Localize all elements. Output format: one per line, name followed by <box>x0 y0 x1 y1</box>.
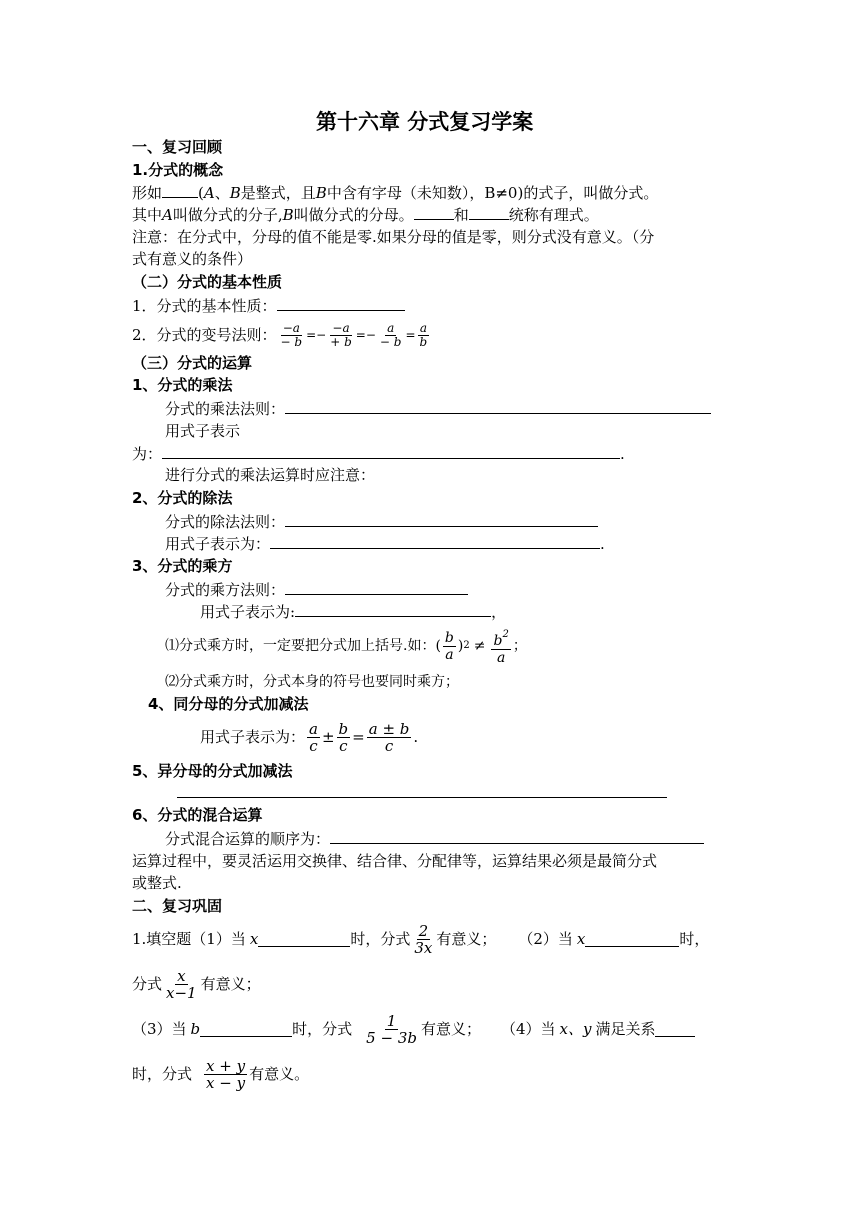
question-line-2: 分式 x x−1 有意义； <box>132 966 261 1002</box>
heading-mixed-operations: 6、分式的混合运算 <box>132 806 263 824</box>
heading-power: 3、分式的乘方 <box>132 557 233 575</box>
question-line-3: （3）当 b 时，分式 1 5 − 3b 有意义； （4）当 x、y 满足关系 <box>132 1007 695 1051</box>
multiplication-note: 进行分式的乘法运算时应注意： <box>165 466 376 484</box>
mixed-order-line: 分式混合运算的顺序为： <box>165 828 704 849</box>
note-line-1: 注意：在分式中，分母的值不能是零.如果分母的值是零，则分式没有意义。（分 <box>132 228 655 246</box>
same-fraction-b: $\frac{b}{c}$ <box>338 719 349 755</box>
blank-division-expr[interactable] <box>270 533 600 549</box>
blank-fraction-form[interactable] <box>162 182 198 198</box>
blank-division-rule[interactable] <box>285 511 598 527</box>
section-heading-consolidation: 二、复习巩固 <box>132 897 223 915</box>
heading-operations: （三）分式的运算 <box>132 354 253 372</box>
heading-fraction-concept: 1.分式的概念 <box>132 161 224 179</box>
blank-q1[interactable] <box>258 931 350 947</box>
mixed-text-2: 或整式. <box>132 874 182 892</box>
blank-q2[interactable] <box>585 931 679 947</box>
power-example-fraction-2: $b^2$ a <box>493 628 509 666</box>
question-line-1: 1.填空题（1）当 x 时，分式 2 3x 有意义； （2）当 x 时， <box>132 921 710 957</box>
note-line-2: 式有意义的条件） <box>132 250 253 268</box>
blank-multiplication-expr[interactable] <box>162 443 620 459</box>
blank-rational-1[interactable] <box>414 204 454 220</box>
q2-fraction: x x−1 <box>166 966 197 1002</box>
mixed-text-1: 运算过程中，要灵活运用交换律、结合律、分配律等，运算结果必须是最简分式 <box>132 852 658 870</box>
power-note-2: ⑵分式乘方时，分式本身的符号也要同时乘方； <box>165 674 459 690</box>
power-note-1: ⑴分式乘方时，一定要把分式加上括号.如： ( b a ) 2 ≠ $b^2$ a ； <box>165 628 527 666</box>
blank-power-rule[interactable] <box>285 579 468 595</box>
sign-fraction-4: $\frac{a}{b}$ <box>419 320 428 349</box>
same-denominator-expr: 用式子表示为： a c ± $\frac{b}{c}$ = $\frac{a \pm b}{c}$ . <box>200 719 419 755</box>
blank-mixed-order[interactable] <box>330 828 704 844</box>
same-fraction-result: $\frac{a \pm b}{c}$ <box>368 719 410 755</box>
q3-fraction: 1 5 − 3b <box>366 1011 417 1047</box>
definition-line-1: 形如 (A、B是整式，且B中含有字母（未知数），B≠0)的式子，叫做分式。 <box>132 184 659 202</box>
different-denominator-blank-line <box>177 782 667 803</box>
sign-fraction-2: $\frac{-a}{+ b}$ <box>330 320 352 349</box>
heading-same-denominator: 4、同分母的分式加减法 <box>148 695 309 713</box>
page-title: 第十六章 分式复习学案 <box>316 110 534 134</box>
blank-q4[interactable] <box>655 1021 695 1037</box>
heading-basic-property: （二）分式的基本性质 <box>132 273 283 291</box>
heading-different-denominator: 5、异分母的分式加减法 <box>132 762 293 780</box>
power-rule-line: 分式的乘方法则： <box>165 579 468 600</box>
blank-basic-property[interactable] <box>277 295 405 311</box>
property-line: 1．分式的基本性质： <box>132 295 405 316</box>
power-example-fraction: b a <box>444 629 454 663</box>
division-expr-line: 用式子表示为： . <box>165 535 605 553</box>
blank-rational-2[interactable] <box>469 204 509 220</box>
blank-different-denominator[interactable] <box>177 782 667 798</box>
q1-fraction: 2 3x <box>414 921 433 957</box>
q4-fraction: x + y x − y <box>206 1056 246 1092</box>
sign-fraction-1: $\frac{-a}{- b}$ <box>280 320 303 349</box>
multiplication-expr-label: 用式子表示 <box>165 422 241 440</box>
heading-multiplication: 1、分式的乘法 <box>132 376 233 394</box>
blank-multiplication-rule[interactable] <box>285 398 711 414</box>
power-expr-line: 用式子表示为: ， <box>200 603 507 621</box>
sign-rule-line: 2．分式的变号法则： $\frac{-a}{- b}$ = − $\frac{-a}{+ b}$ = − $\frac{a}{- b}$ = $\frac{a}{b}$ <box>132 320 428 349</box>
multiplication-expr-line: 为： . <box>132 445 625 463</box>
blank-power-expr[interactable] <box>295 601 491 617</box>
question-line-4: 时，分式 x + y x − y 有意义。 <box>132 1056 310 1092</box>
section-heading-review: 一、复习回顾 <box>132 138 223 156</box>
same-fraction-a: a c <box>309 719 318 755</box>
heading-division: 2、分式的除法 <box>132 489 233 507</box>
definition-line-2: 其中A叫做分式的分子,B叫做分式的分母。 和 统称有理式。 <box>132 206 599 224</box>
division-rule-line: 分式的除法法则： <box>165 511 598 532</box>
sign-fraction-3: $\frac{a}{- b}$ <box>379 320 402 349</box>
multiplication-rule-line: 分式的乘法法则： <box>165 398 711 419</box>
blank-q3[interactable] <box>200 1021 292 1037</box>
